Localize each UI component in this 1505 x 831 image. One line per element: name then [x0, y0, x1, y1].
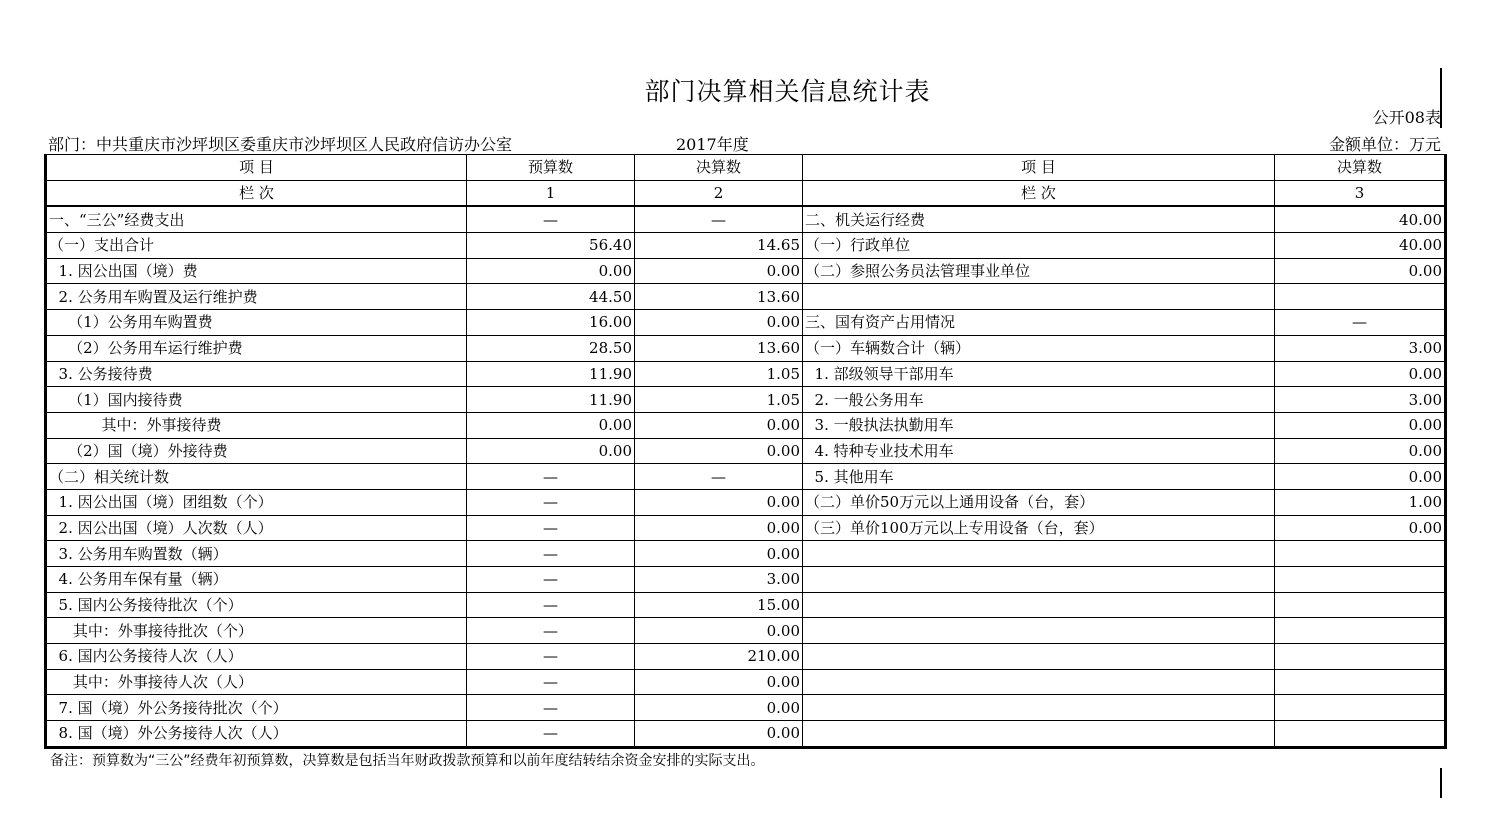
table-row: [46, 669, 1446, 695]
table-row: [46, 515, 1446, 541]
row-budget-value: —: [467, 464, 635, 490]
row-item-label-right: （一）车辆数合计（辆）: [803, 335, 1275, 361]
row-final-value: 210.00: [635, 644, 803, 670]
table-row: [46, 438, 1446, 464]
row-final-value-right: [1275, 618, 1446, 644]
row-final-value-right: [1275, 644, 1446, 670]
row-item-label: 其中：外事接待人次（人）: [46, 669, 467, 695]
row-final-value: 0.00: [635, 310, 803, 336]
row-item-label-right: 4. 特种专业技术用车: [803, 438, 1275, 464]
table-row: [46, 567, 1446, 593]
row-budget-value: 56.40: [467, 233, 635, 259]
row-final-value: 0.00: [635, 669, 803, 695]
row-item-label-right: [803, 644, 1275, 670]
row-item-label-right: [803, 618, 1275, 644]
table-row: [46, 412, 1446, 438]
header-item: 项 目: [46, 155, 467, 181]
row-final-value-right: 40.00: [1275, 233, 1446, 259]
table-row: [46, 592, 1446, 618]
row-budget-value: —: [467, 541, 635, 567]
row-item-label-right: 1. 部级领导干部用车: [803, 361, 1275, 387]
row-final-value: 1.05: [635, 361, 803, 387]
department-label: 部门：中共重庆市沙坪坝区委重庆市沙坪坝区人民政府信访办公室: [48, 135, 513, 154]
header-row: [46, 155, 1446, 181]
row-final-value-right: 0.00: [1275, 258, 1446, 284]
row-budget-value: 0.00: [467, 412, 635, 438]
row-item-label: （2）国（境）外接待费: [46, 438, 467, 464]
row-item-label: 4. 公务用车保有量（辆）: [46, 567, 467, 593]
row-item-label: 其中：外事接待批次（个）: [46, 618, 467, 644]
unit-label: 金额单位：万元: [1328, 135, 1441, 154]
table-row: [46, 541, 1446, 567]
header-final: 决算数: [635, 155, 803, 181]
row-item-label: 一、“三公”经费支出: [46, 206, 467, 232]
table-row: [46, 618, 1446, 644]
row-item-label-right: [803, 669, 1275, 695]
table-row: [46, 387, 1446, 413]
row-final-value-right: [1275, 592, 1446, 618]
row-budget-value: 11.90: [467, 387, 635, 413]
table-row: [46, 206, 1446, 232]
row-budget-value: 44.50: [467, 284, 635, 310]
row-item-label: 6. 国内公务接待人次（人）: [46, 644, 467, 670]
row-item-label: 3. 公务接待费: [46, 361, 467, 387]
row-final-value-right: [1275, 541, 1446, 567]
table-row: [46, 464, 1446, 490]
statistics-table: [44, 154, 1447, 749]
row-item-label: （1）国内接待费: [46, 387, 467, 413]
column-index-1: 1: [467, 180, 635, 206]
row-budget-value: —: [467, 567, 635, 593]
row-item-label-right: 5. 其他用车: [803, 464, 1275, 490]
row-final-value: 0.00: [635, 489, 803, 515]
row-final-value-right: [1275, 567, 1446, 593]
row-item-label: （1）公务用车购置费: [46, 310, 467, 336]
row-budget-value: —: [467, 695, 635, 721]
row-final-value: 0.00: [635, 721, 803, 748]
header-budget: 预算数: [467, 155, 635, 181]
column-index-row: [46, 180, 1446, 206]
row-item-label-right: （二）单价50万元以上通用设备（台，套）: [803, 489, 1275, 515]
row-budget-value: 28.50: [467, 335, 635, 361]
table-row: [46, 284, 1446, 310]
column-index-label: 栏 次: [46, 180, 467, 206]
year-label: 2017年度: [676, 135, 749, 154]
row-item-label: 2. 公务用车购置及运行维护费: [46, 284, 467, 310]
row-budget-value: —: [467, 206, 635, 232]
row-budget-value: 16.00: [467, 310, 635, 336]
column-index-2: 2: [635, 180, 803, 206]
table-row: [46, 258, 1446, 284]
table-row: [46, 695, 1446, 721]
row-final-value-right: 0.00: [1275, 464, 1446, 490]
row-item-label-right: [803, 592, 1275, 618]
bottom-margin-bar: [1440, 768, 1442, 798]
column-index-3: 3: [1275, 180, 1446, 206]
row-final-value: 0.00: [635, 412, 803, 438]
row-final-value: 14.65: [635, 233, 803, 259]
row-final-value: —: [635, 206, 803, 232]
row-final-value-right: [1275, 695, 1446, 721]
table-row: [46, 310, 1446, 336]
row-item-label: 2. 因公出国（境）人次数（人）: [46, 515, 467, 541]
table-code: 公开08表: [1372, 108, 1441, 127]
footnote: 备注：预算数为“三公”经费年初预算数，决算数是包括当年财政拨款预算和以前年度结转结余资金安排的实际支出。: [50, 753, 765, 769]
row-final-value-right: [1275, 721, 1446, 748]
row-budget-value: 0.00: [467, 438, 635, 464]
table-row: [46, 233, 1446, 259]
row-final-value: 0.00: [635, 541, 803, 567]
row-item-label: 1. 因公出国（境）团组数（个）: [46, 489, 467, 515]
row-final-value: 15.00: [635, 592, 803, 618]
row-final-value-right: 0.00: [1275, 438, 1446, 464]
row-final-value-right: [1275, 284, 1446, 310]
row-item-label: （一）支出合计: [46, 233, 467, 259]
row-final-value: 1.05: [635, 387, 803, 413]
row-item-label-right: 三、国有资产占用情况: [803, 310, 1275, 336]
row-budget-value: —: [467, 721, 635, 748]
table-row: [46, 644, 1446, 670]
table-row: [46, 721, 1446, 748]
header-final-right: 决算数: [1275, 155, 1446, 181]
row-item-label-right: [803, 721, 1275, 748]
row-item-label-right: [803, 541, 1275, 567]
row-item-label: 5. 国内公务接待批次（个）: [46, 592, 467, 618]
row-item-label-right: （二）参照公务员法管理事业单位: [803, 258, 1275, 284]
row-final-value: 0.00: [635, 438, 803, 464]
row-final-value: 0.00: [635, 515, 803, 541]
row-budget-value: —: [467, 644, 635, 670]
row-item-label: 1. 因公出国（境）费: [46, 258, 467, 284]
row-item-label: 其中：外事接待费: [46, 412, 467, 438]
row-final-value-right: 0.00: [1275, 361, 1446, 387]
row-final-value: 3.00: [635, 567, 803, 593]
row-budget-value: 0.00: [467, 258, 635, 284]
row-final-value: 13.60: [635, 335, 803, 361]
row-item-label: （二）相关统计数: [46, 464, 467, 490]
row-final-value-right: 1.00: [1275, 489, 1446, 515]
row-final-value-right: —: [1275, 310, 1446, 336]
column-index-label-right: 栏 次: [803, 180, 1275, 206]
table-row: [46, 335, 1446, 361]
row-budget-value: —: [467, 489, 635, 515]
row-final-value-right: 0.00: [1275, 412, 1446, 438]
row-item-label: 3. 公务用车购置数（辆）: [46, 541, 467, 567]
row-item-label: 7. 国（境）外公务接待批次（个）: [46, 695, 467, 721]
row-item-label-right: 二、机关运行经费: [803, 206, 1275, 232]
row-item-label-right: （一）行政单位: [803, 233, 1275, 259]
row-item-label: 8. 国（境）外公务接待人次（人）: [46, 721, 467, 748]
page-title: 部门决算相关信息统计表: [644, 77, 931, 106]
row-item-label-right: 3. 一般执法执勤用车: [803, 412, 1275, 438]
row-final-value: 0.00: [635, 695, 803, 721]
row-final-value-right: 0.00: [1275, 515, 1446, 541]
row-item-label-right: [803, 695, 1275, 721]
row-final-value: 0.00: [635, 258, 803, 284]
row-final-value: —: [635, 464, 803, 490]
row-item-label-right: [803, 567, 1275, 593]
row-budget-value: —: [467, 592, 635, 618]
row-item-label-right: 2. 一般公务用车: [803, 387, 1275, 413]
row-item-label: （2）公务用车运行维护费: [46, 335, 467, 361]
row-budget-value: —: [467, 515, 635, 541]
row-final-value: 13.60: [635, 284, 803, 310]
row-item-label-right: （三）单价100万元以上专用设备（台，套）: [803, 515, 1275, 541]
table-row: [46, 489, 1446, 515]
row-item-label-right: [803, 284, 1275, 310]
row-budget-value: —: [467, 669, 635, 695]
header-item-right: 项 目: [803, 155, 1275, 181]
row-final-value: 0.00: [635, 618, 803, 644]
row-budget-value: —: [467, 618, 635, 644]
row-final-value-right: 3.00: [1275, 335, 1446, 361]
row-final-value-right: [1275, 669, 1446, 695]
row-final-value-right: 40.00: [1275, 206, 1446, 232]
table-row: [46, 361, 1446, 387]
row-budget-value: 11.90: [467, 361, 635, 387]
row-final-value-right: 3.00: [1275, 387, 1446, 413]
